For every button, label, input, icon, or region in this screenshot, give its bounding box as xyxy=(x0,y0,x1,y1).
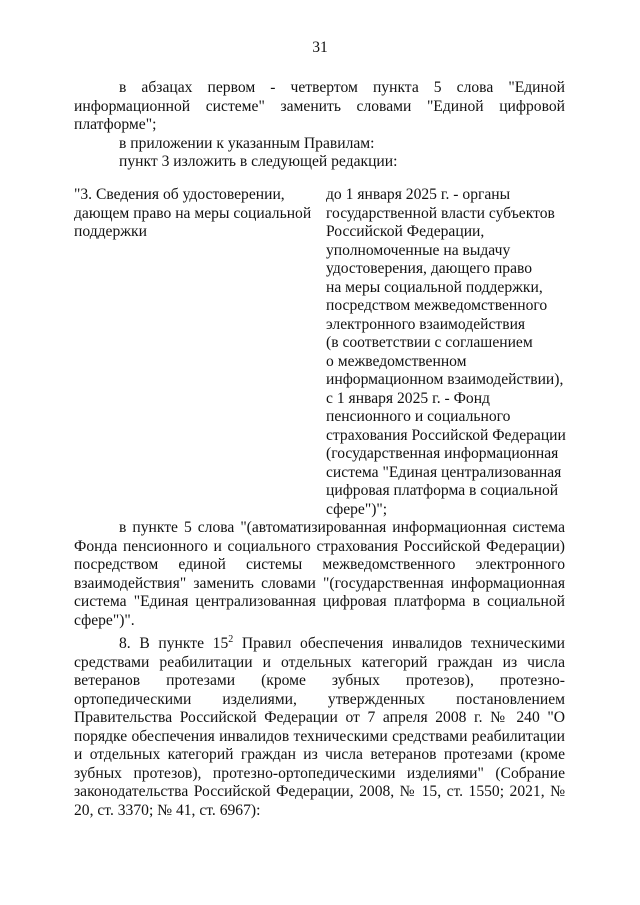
table-right-line: удостоверения, дающего право xyxy=(326,260,533,277)
paragraph-point8 xyxy=(74,635,565,820)
page-number: 31 xyxy=(312,39,328,56)
point8-text: Правил обеспечения инвалидов техническими средствами реабилитации и отдельных категорий граждан из числа ветеранов протезами (кроме зубных протезов), протезно-ортопедическими изделиями, утвержденных постановлением Правительства Российской Федерации от 7 апреля 2008 г. № 240 "О порядке обеспечения инвалидов техническими средствами реабилитации и отдельных категорий граждан из числа ветеранов протезами (кроме зубных протезов), протезно-ортопедическими изделиями" (Собрание законодательства Российской Федерации, 2008, № 15, ст. 1550; 2021, № 20, ст. 3370; № 41, ст. 6967): xyxy=(74,635,565,819)
table-left-line: дающем право на меры социальной xyxy=(74,204,312,222)
table-left-line: "3. Сведения об удостоверении, xyxy=(74,186,285,203)
table-right-line: уполномоченные на выдачу xyxy=(326,241,511,259)
point5-section xyxy=(74,519,565,630)
table-right-line: электронного взаимодействия xyxy=(326,315,526,333)
intro-section xyxy=(74,79,565,172)
paragraph-punkt3: пункт 3 изложить в следующей редакции: xyxy=(119,153,398,170)
point8-section xyxy=(74,635,565,820)
table-right-line: цифровая платформа в социальной xyxy=(326,482,559,499)
table-right-line: (государственная информационная xyxy=(326,445,559,462)
table-right-line: с 1 января 2025 г. - Фонд xyxy=(326,389,490,407)
table-right-line: информационном взаимодействии), xyxy=(326,371,564,388)
point8-superscript: 2 xyxy=(228,634,234,645)
table-right-line: система "Единая централизованная xyxy=(326,463,562,481)
paragraph-prilozhenie: в приложении к указанным Правилам: xyxy=(119,134,375,152)
table-right-line: до 1 января 2025 г. - органы xyxy=(326,186,511,203)
table-right-line: о межведомственном xyxy=(326,352,467,370)
table-right-line: страхования Российской Федерации xyxy=(326,426,566,444)
table-right-line: пенсионного и социального xyxy=(326,408,511,425)
table-right-line: сфере")"; xyxy=(326,500,388,518)
paragraph-punkt5: в пункте 5 слова "(автоматизированная информационная система Фонда пенсионного и социального страхования Российской Федерации) посредством единой системы межведомственного электронного взаимодействия" заменить словами "(государственная информационная система "Единая централизованная цифровая платформа в социальной сфере")". xyxy=(74,519,565,629)
table-left-line: поддержки xyxy=(74,223,147,240)
paragraph-abzats: в абзацах первом - четвертом пункта 5 слова "Единой информационной системе" заменить словами "Единой цифровой платформе"; xyxy=(74,79,565,133)
table-right-column xyxy=(326,186,566,519)
table-right-line: (в соответствии с соглашением xyxy=(326,334,533,351)
table-right-line: на меры социальной поддержки, xyxy=(326,278,543,296)
point8-prefix: 8. В пункте 15 xyxy=(119,635,229,652)
table-right-line: Российской Федерации, xyxy=(326,223,485,240)
table-left-column xyxy=(74,186,312,242)
table-right-line: государственной власти субъектов xyxy=(326,204,555,222)
table-right-line: посредством межведомственного xyxy=(326,297,548,314)
